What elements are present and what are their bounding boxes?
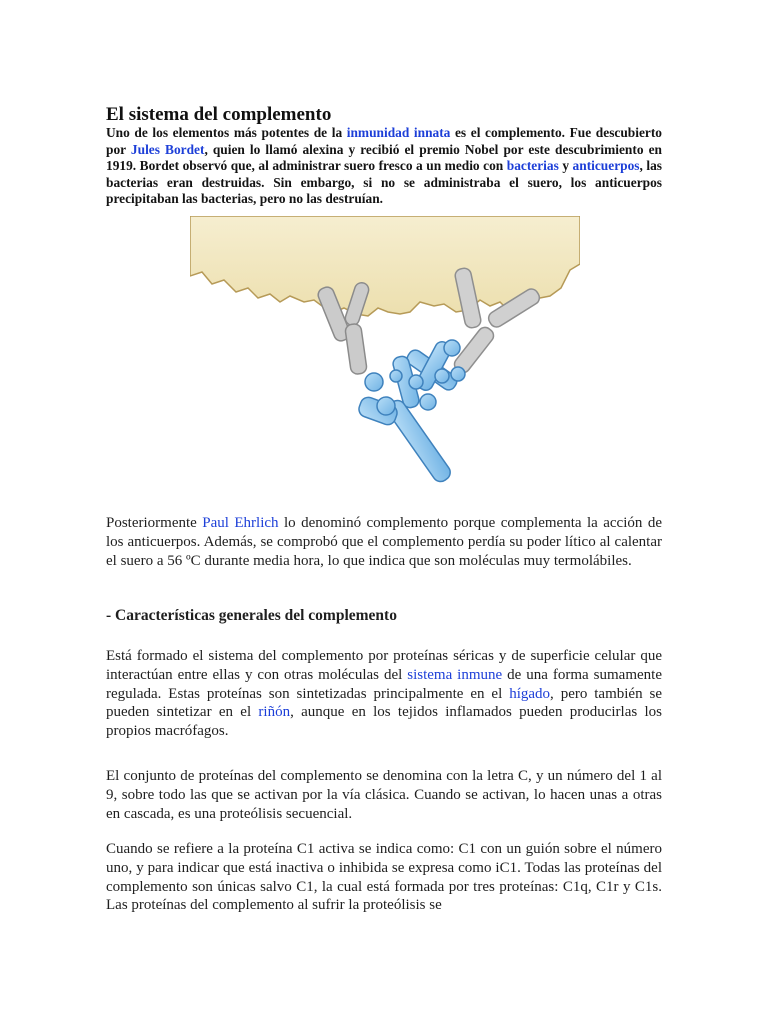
intro-text-2: es el complemento. Fue descubierto por: [106, 125, 662, 157]
complement-c1-complex: [357, 339, 465, 484]
p1-text-1: Posteriormente: [106, 515, 203, 531]
jules-bordet-link[interactable]: Jules Bordet: [130, 141, 205, 157]
liver-link[interactable]: hígado: [509, 685, 551, 702]
intro-text-3: , quien lo llamó alexina y recibió el premio Nobel por este descubrimiento en 1919. Bordet observó que, al administrar suero fresco a un medio con: [106, 141, 662, 173]
nomenclature-paragraph: El conjunto de proteínas del complemento se denomina con la letra C, y un número del 1 al 9, sobre todo las que se activan por la vía clásica. Cuando se activan, lo hacen unas a otras en cascada, es una proteólisis secuencial.: [106, 768, 662, 822]
p1-text-2: lo denominó complemento porque complementa la acción de los anticuerpos. Además, se comprobó que el complemento perdía su poder lítico al calentar el suero a 56 ºC durante media hora, lo que indica que son moléculas muy termolábiles.: [106, 515, 662, 569]
kidney-link[interactable]: riñón: [258, 704, 291, 721]
composition-paragraph: [106, 647, 662, 741]
bacteria-link[interactable]: bacterias: [506, 158, 559, 173]
innate-immunity-link[interactable]: inmunidad innata: [346, 125, 451, 140]
complement-illustration: [190, 216, 580, 500]
intro-text-1: Uno de los elementos más potentes de la: [106, 125, 347, 140]
complement-illustration-svg: [190, 216, 580, 500]
paul-ehrlich-link[interactable]: Paul Ehrlich: [202, 515, 279, 531]
p2-text-1: Está formado el sistema del complemento por proteínas séricas y de superficie celular que interactúan entre ellas y con otras moléculas del: [106, 648, 662, 683]
p2-text-4: , aunque en los tejidos inflamados pueden producirlas los propios macrófagos.: [106, 704, 662, 740]
intro-paragraph: [106, 125, 662, 208]
intro-text-5: , las bacterias eran destruidas. Sin embargo, si no se administraba el suero, los anticuerpos precipitaban las bacterias, pero no las destruían.: [106, 158, 663, 206]
c1-paragraph: Cuando se refiere a la proteína C1 activa se indica como: C1 con un guión sobre el número uno, y para indicar que está inactiva o inhibida se expresa como iC1. Todas las proteínas del complemento son únicas salvo C1, la cual está formada por tres proteínas: C1q, C1r y C1s. Las proteínas del complemento al sufrir la proteólisis se: [106, 841, 662, 914]
section-heading: - Características generales del complemento: [106, 607, 397, 624]
p2-text-2: de una forma sumamente regulada. Estas proteínas son sintetizadas principalmente en el: [106, 666, 662, 702]
page-title: El sistema del complemento: [106, 104, 332, 125]
ehrlich-paragraph: [106, 514, 662, 570]
immune-system-link[interactable]: sistema inmune: [407, 666, 503, 683]
p2-text-3: , pero también se pueden sintetizar en el: [106, 685, 663, 721]
intro-text-4: y: [558, 158, 573, 173]
antibodies-link[interactable]: anticuerpos: [572, 158, 640, 173]
